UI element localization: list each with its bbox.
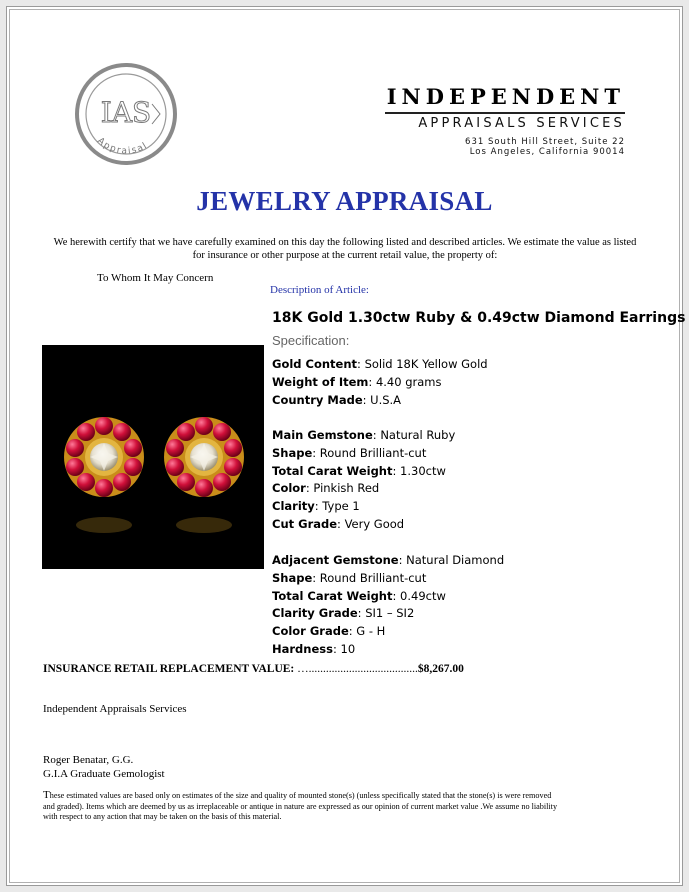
signature-block <box>43 753 165 781</box>
spec-row-main-shape: Shape: Round Brilliant-cut <box>272 445 427 460</box>
spec-row-gold-content: Gold Content: Solid 18K Yellow Gold <box>272 357 488 371</box>
spec-gold-section <box>272 356 488 409</box>
spec-row-main-carat: Total Carat Weight: 1.30ctw <box>272 463 446 478</box>
spec-row-adj-hardness: Hardness: 10 <box>272 641 356 656</box>
spec-row-adj-gemstone: Adjacent Gemstone: Natural Diamond <box>272 553 505 567</box>
company-subtitle: APPRAISALS SERVICES <box>418 116 625 131</box>
spec-row-adj-shape: Shape: Round Brilliant-cut <box>272 570 427 585</box>
logo-ring-text: Appraisal <box>95 136 150 157</box>
spec-row-main-color: Color: Pinkish Red <box>272 481 380 496</box>
valuation-line <box>43 663 464 675</box>
disclaimer-text: hese estimated values are based only on estimates of the size and quality of mounted stone(s) (unless specifically stated that the stone(s) is were removed and graded). Items which are deemed by us as irreplaceable or antique in nature are expressed as our opinion of current market value .We assume no liability with respect to any action that may be taken on the basis of this material. <box>43 791 558 821</box>
spec-row-adj-clarity: Clarity Grade: SI1 – SI2 <box>272 606 415 621</box>
spec-row-main-gemstone: Main Gemstone: Natural Ruby <box>272 428 456 442</box>
item-title: 18K Gold 1.30ctw Ruby & 0.49ctw Diamond Earrings <box>272 310 686 326</box>
appraiser-name: Roger Benatar, G.G. <box>43 754 134 766</box>
ias-logo <box>74 62 178 166</box>
company-address-line1: 631 South Hill Street, Suite 22 <box>465 137 625 147</box>
specification-label: Specification: <box>272 333 350 348</box>
disclaimer <box>43 790 563 823</box>
spec-row-adj-color: Color Grade: G - H <box>272 624 386 639</box>
spec-row-adj-carat: Total Carat Weight: 0.49ctw <box>272 588 446 603</box>
company-rule <box>385 112 625 114</box>
spec-row-main-cut: Cut Grade: Very Good <box>272 516 405 531</box>
valuation-amount: $8,267.00 <box>417 663 464 675</box>
svg-text:Appraisal <box>95 136 150 156</box>
certify-text: We herewith certify that we have carefully examined on this day the following listed and described articles. We estimate the value as listed for insurance or other purpose at the current retail value, the property of: <box>53 237 637 261</box>
signature-company: Independent Appraisals Services <box>43 703 187 715</box>
company-address-line2: Los Angeles, California 90014 <box>469 147 625 157</box>
company-name: INDEPENDENT <box>386 84 625 109</box>
description-label: Description of Article: <box>270 284 369 296</box>
logo-monogram: IAS <box>100 96 152 129</box>
appraiser-credential: G.I.A Graduate Gemologist <box>43 768 165 780</box>
valuation-label: INSURANCE RETAIL REPLACEMENT VALUE: <box>43 663 295 675</box>
spec-row-weight: Weight of Item: 4.40 grams <box>272 374 442 389</box>
spec-row-main-clarity: Clarity: Type 1 <box>272 499 360 514</box>
disclaimer-initial: T <box>43 789 50 801</box>
document-title: JEWELRY APPRAISAL <box>196 186 493 216</box>
valuation-dots: …...................................... <box>297 663 418 675</box>
earrings-photo <box>42 345 264 569</box>
spec-row-country: Country Made: U.S.A <box>272 392 402 407</box>
spec-adjacent-gemstone-section <box>272 552 504 659</box>
recipient: To Whom It May Concern <box>97 272 214 284</box>
spec-main-gemstone-section <box>272 427 455 534</box>
